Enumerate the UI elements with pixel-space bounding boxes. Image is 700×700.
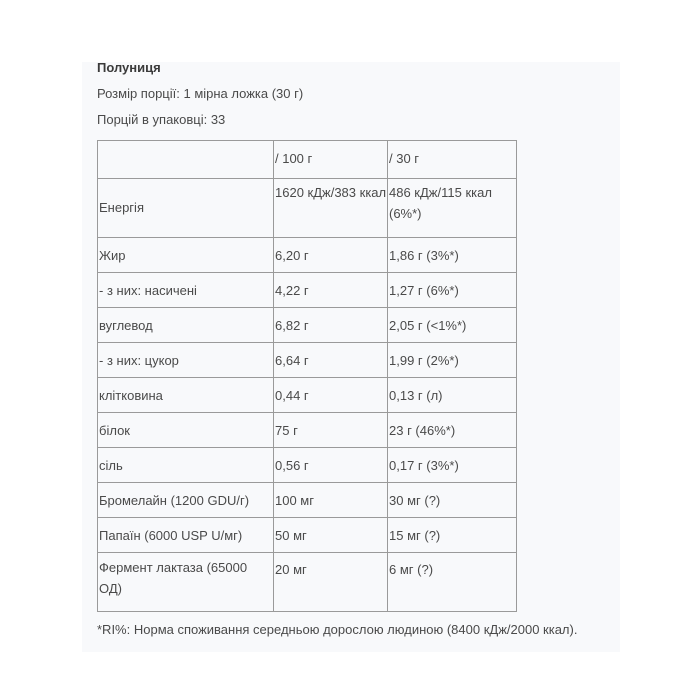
table-row <box>98 378 517 413</box>
nutrient-name: Фермент лактаза (65000 ОД) <box>98 553 274 612</box>
flavor-title: Полуниця <box>97 60 161 75</box>
serving-size: Розмір порції: 1 мірна ложка (30 г) <box>97 86 304 101</box>
value-per-100g: 50 мг <box>274 518 388 553</box>
table-header-row <box>98 141 517 179</box>
table-row <box>98 179 517 238</box>
value-per-serving: 30 мг (?) <box>388 483 517 518</box>
nutrient-name: Енергія <box>98 179 274 238</box>
value-per-serving: 0,17 г (3%*) <box>388 448 517 483</box>
ri-footnote: *RI%: Норма споживання середньою дорослою людиною (8400 кДж/2000 ккал). <box>97 622 578 637</box>
nutrient-name: клітковина <box>98 378 274 413</box>
nutrient-name: - з них: насичені <box>98 273 274 308</box>
table-row <box>98 413 517 448</box>
value-per-100g: 1620 кДж/383 ккал <box>274 179 388 238</box>
table-row <box>98 238 517 273</box>
value-per-100g: 6,20 г <box>274 238 388 273</box>
value-per-serving: 486 кДж/115 ккал (6%*) <box>388 179 517 238</box>
table-row <box>98 553 517 612</box>
value-per-100g: 6,64 г <box>274 343 388 378</box>
header-cell-per-serving: / 30 г <box>388 141 517 179</box>
value-per-serving: 15 мг (?) <box>388 518 517 553</box>
table-row <box>98 343 517 378</box>
value-per-100g: 4,22 г <box>274 273 388 308</box>
value-per-serving: 23 г (46%*) <box>388 413 517 448</box>
nutrient-name: - з них: цукор <box>98 343 274 378</box>
header-cell-nutrient <box>98 141 274 179</box>
nutrient-name: вуглевод <box>98 308 274 343</box>
nutrient-name: Папаїн (6000 USP U/мг) <box>98 518 274 553</box>
table-row <box>98 273 517 308</box>
nutrition-table <box>97 140 517 612</box>
nutrient-name: Бромелайн (1200 GDU/г) <box>98 483 274 518</box>
value-per-100g: 100 мг <box>274 483 388 518</box>
value-per-serving: 0,13 г (л) <box>388 378 517 413</box>
value-per-100g: 75 г <box>274 413 388 448</box>
value-per-100g: 6,82 г <box>274 308 388 343</box>
table-row <box>98 308 517 343</box>
table-row <box>98 518 517 553</box>
value-per-serving: 1,27 г (6%*) <box>388 273 517 308</box>
nutrient-name: білок <box>98 413 274 448</box>
value-per-serving: 6 мг (?) <box>388 553 517 612</box>
value-per-serving: 2,05 г (<1%*) <box>388 308 517 343</box>
servings-per-pack: Порцій в упаковці: 33 <box>97 112 226 127</box>
value-per-100g: 0,56 г <box>274 448 388 483</box>
table-row <box>98 448 517 483</box>
nutrient-name: сіль <box>98 448 274 483</box>
value-per-100g: 20 мг <box>274 553 388 612</box>
header-cell-per-100g: / 100 г <box>274 141 388 179</box>
value-per-100g: 0,44 г <box>274 378 388 413</box>
table-row <box>98 483 517 518</box>
value-per-serving: 1,99 г (2%*) <box>388 343 517 378</box>
nutrient-name: Жир <box>98 238 274 273</box>
value-per-serving: 1,86 г (3%*) <box>388 238 517 273</box>
